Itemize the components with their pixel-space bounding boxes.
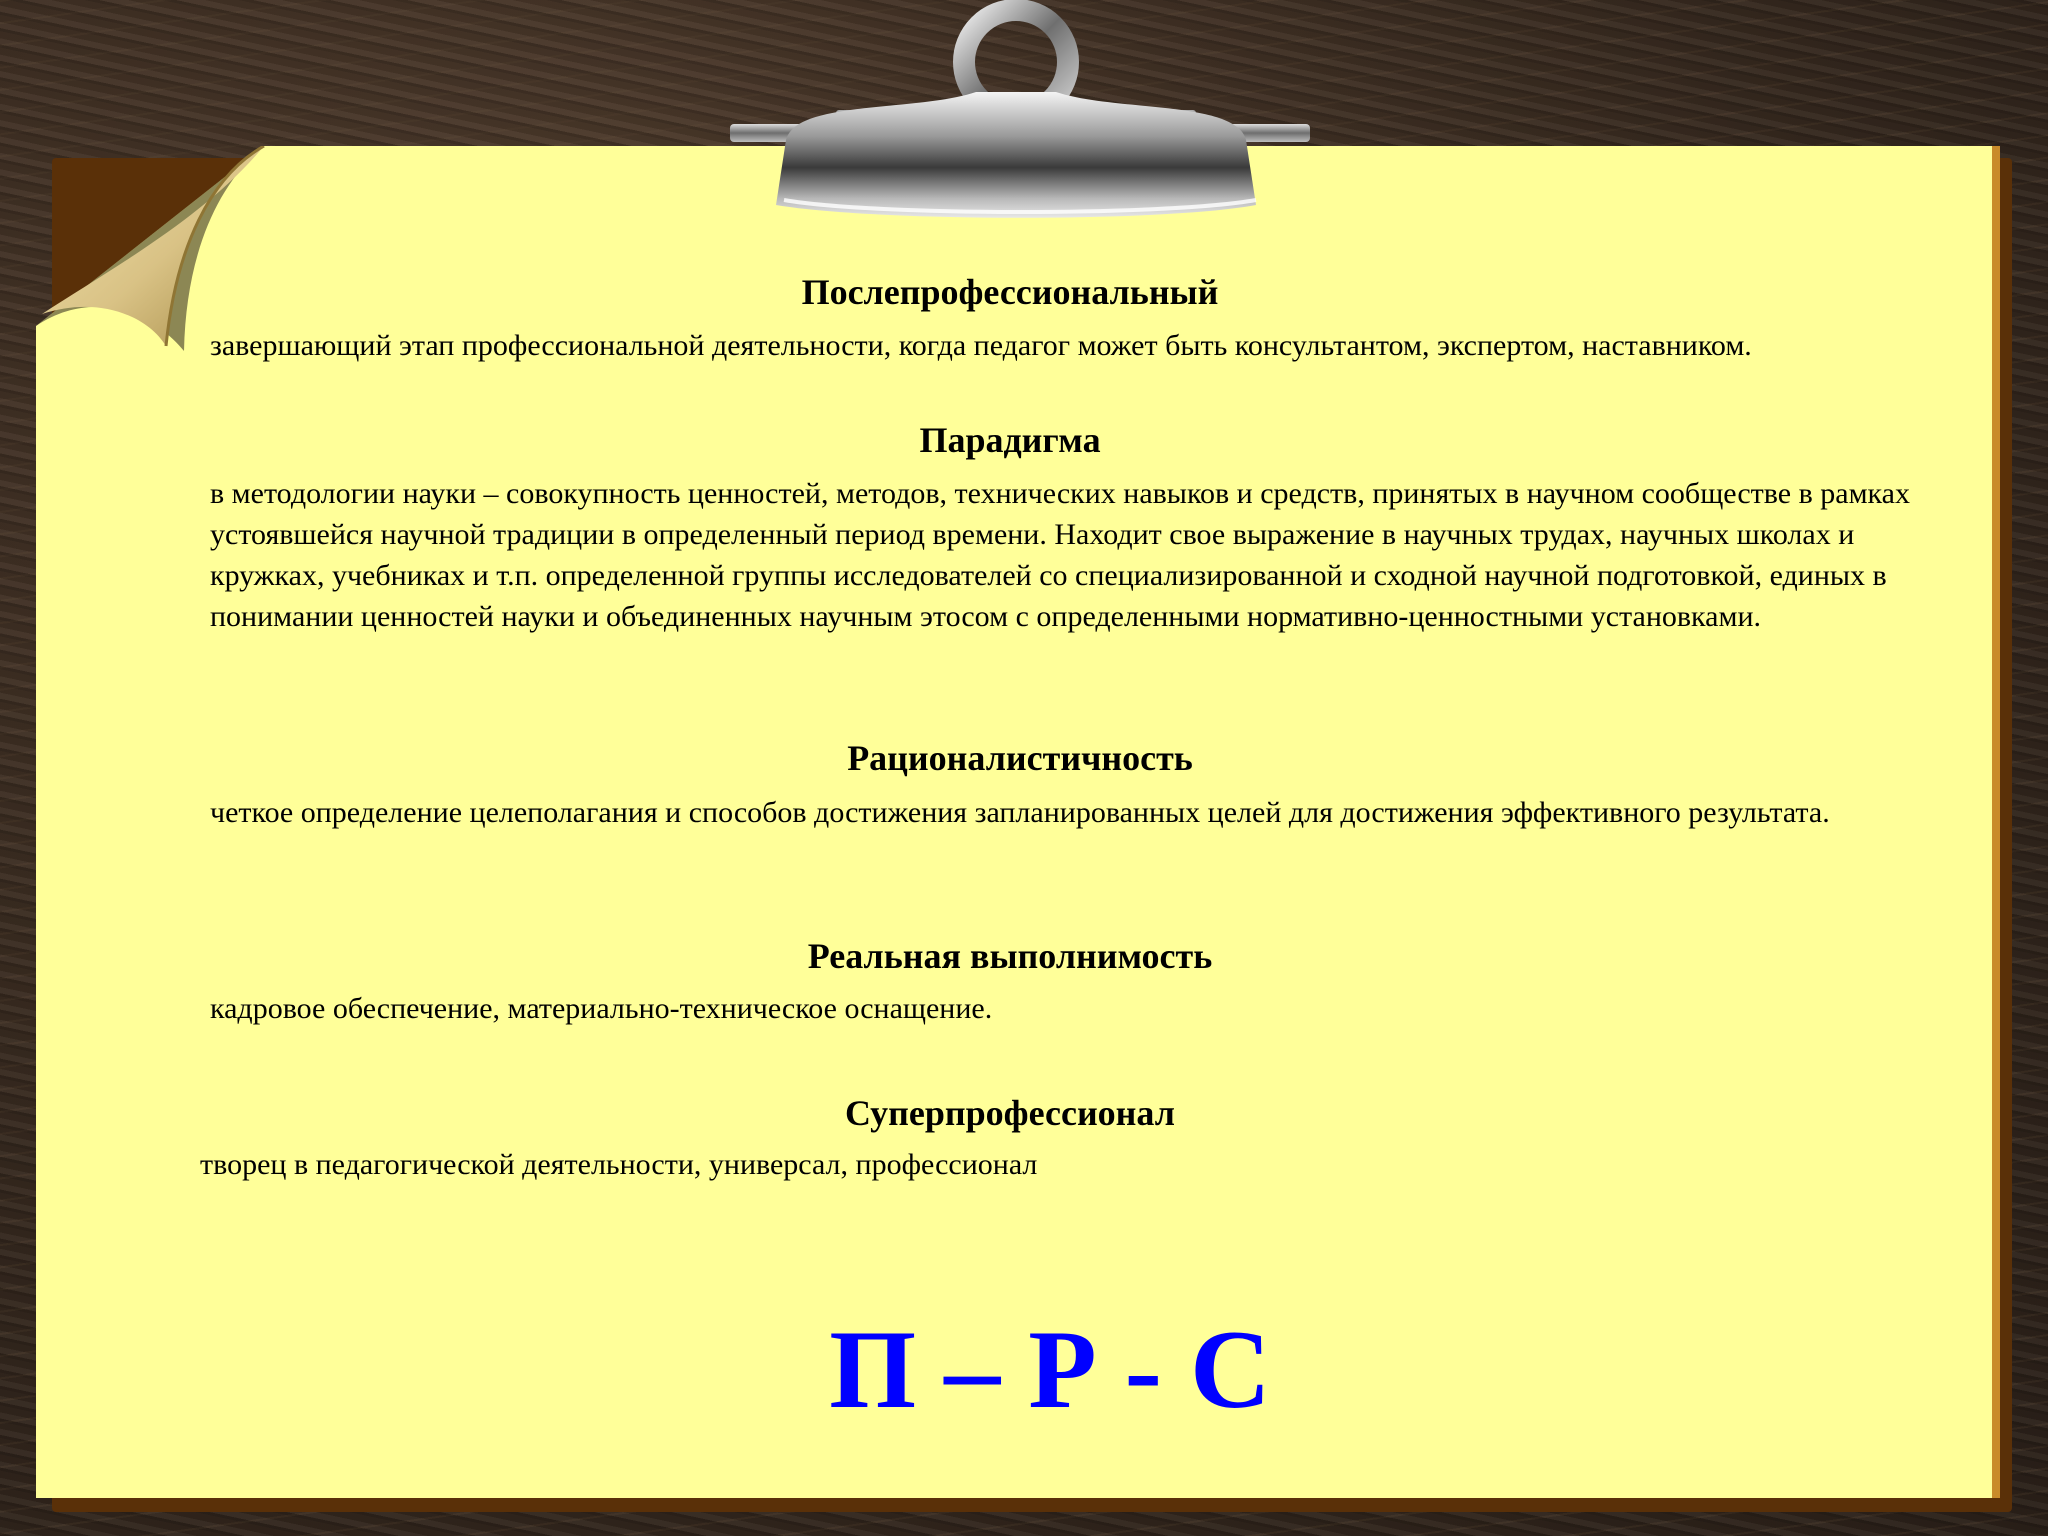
term-definition: кадровое обеспечение, материально-техническое оснащение.	[210, 992, 993, 1025]
term-heading: Суперпрофессионал	[845, 1093, 1175, 1133]
term-heading: Парадигма	[919, 420, 1101, 460]
binder-clip-icon	[726, 0, 1316, 230]
term-definition: завершающий этап профессиональной деятельности, когда педагог может быть консультантом, экспертом, наставником.	[210, 329, 1752, 362]
term-definition: в методологии науки – совокупность ценностей, методов, технических навыков и средств, принятых в научном сообществе в рамках устоявшейся научной традиции в определенный период времени. Находит свое выражение в научных трудах, научных школах и кружках, учебниках и т.п. определенной группы исследователей со специализированной и сходной научной подготовкой, единых в понимании ценностей науки и объединенных научным этосом с определенными нормативно-ценностными установками.	[210, 477, 1910, 633]
term-definition: четкое определение целеполагания и способов достижения запланированных целей для достижения эффективного результата.	[210, 796, 1830, 829]
term-heading: Реальная выполнимость	[807, 936, 1213, 976]
term-heading: Рационалистичность	[847, 738, 1193, 778]
term-definition: творец в педагогической деятельности, универсал, профессионал	[200, 1148, 1038, 1181]
abbreviation: П – Р - С	[829, 1308, 1271, 1432]
paper-edge	[1992, 146, 2000, 1498]
term-heading: Послепрофессиональный	[801, 272, 1219, 312]
